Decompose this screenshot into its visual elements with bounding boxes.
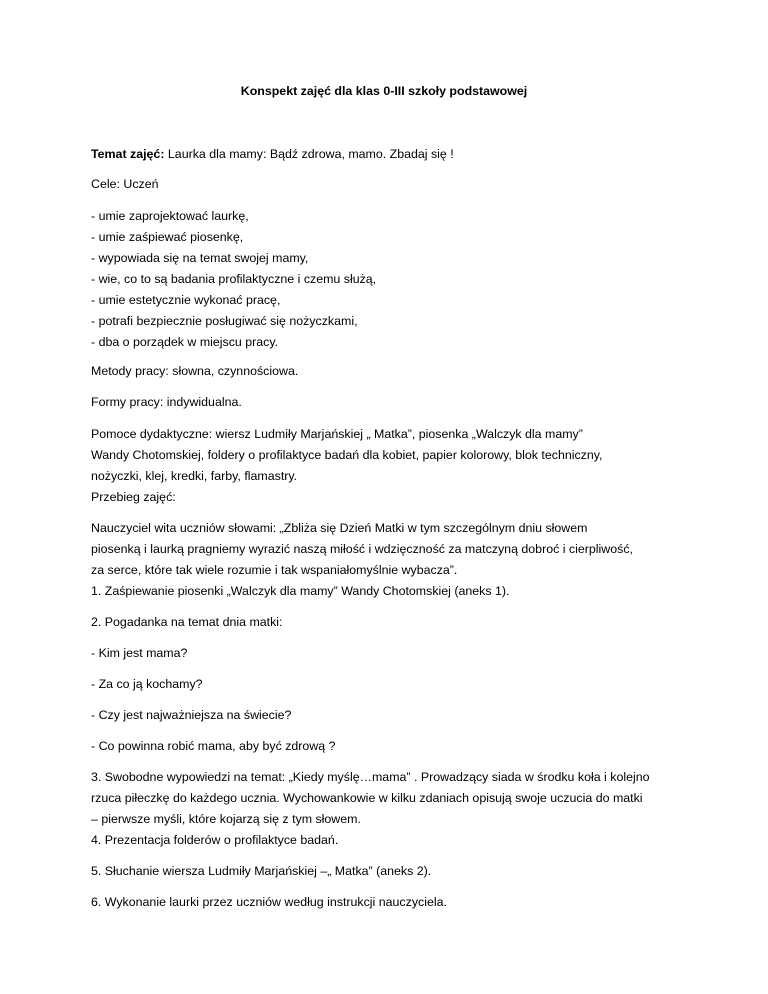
question-item: - Co powinna robić mama, aby być zdrową ? (91, 739, 336, 753)
topic-text: Laurka dla mamy: Bądź zdrowa, mamo. Zbadaj się ! (164, 147, 454, 161)
forms-line: Formy pracy: indywidualna. (91, 395, 242, 409)
question-item: - Kim jest mama? (91, 646, 188, 660)
course-heading: Przebieg zajęć: (91, 490, 176, 504)
greeting-line: piosenką i laurką pragniemy wyrazić naszą miłość i wdzięczność za matczyną dobroć i cierpliwość, (91, 542, 633, 556)
step-1: 1. Zaśpiewanie piosenki „Walczyk dla mamy” Wandy Chotomskiej (aneks 1). (91, 584, 510, 598)
step-4: 4. Prezentacja folderów o profilaktyce badań. (91, 833, 339, 847)
goal-item: - dba o porządek w miejscu pracy. (91, 335, 279, 349)
step-3 (91, 767, 691, 830)
step-2: 2. Pogadanka na temat dnia matki: (91, 615, 283, 629)
topic-line (91, 144, 691, 165)
goal-item: - potrafi bezpiecznie posługiwać się nożyczkami, (91, 314, 358, 328)
goal-item: - umie estetycznie wykonać pracę, (91, 293, 281, 307)
question-item: - Za co ją kochamy? (91, 677, 203, 691)
goal-item: - wypowiada się na temat swojej mamy, (91, 251, 309, 265)
goal-item: - umie zaprojektować laurkę, (91, 209, 249, 223)
methods-line: Metody pracy: słowna, czynnościowa. (91, 364, 299, 378)
goals-list (91, 206, 691, 353)
step-3-line: 3. Swobodne wypowiedzi na temat: „Kiedy myślę…mama” . Prowadzący siada w środku koła i kolejno (91, 770, 650, 784)
step-6: 6. Wykonanie laurki przez uczniów według instrukcji nauczyciela. (91, 895, 447, 909)
topic-label: Temat zajęć: (91, 147, 165, 161)
aids-line: nożyczki, klej, kredki, farby, flamastry. (91, 469, 298, 483)
step-3-line: – pierwsze myśli, które kojarzą się z tym słowem. (91, 812, 361, 826)
goal-item: - umie zaśpiewać piosenkę, (91, 230, 244, 244)
goal-item: - wie, co to są badania profilaktyczne i czemu służą, (91, 272, 377, 286)
document-title: Konspekt zajęć dla klas 0-III szkoły podstawowej (240, 84, 528, 98)
greeting-paragraph (91, 518, 691, 581)
greeting-line: Nauczyciel wita uczniów słowami: „Zbliża się Dzień Matki w tym szczególnym dniu słowem (91, 521, 588, 535)
step-5: 5. Słuchanie wiersza Ludmiły Marjańskiej –„ Matka” (aneks 2). (91, 864, 432, 878)
step-3-line: rzuca piłeczkę do każdego ucznia. Wychowankowie w kilku zdaniach opisują swoje uczucia do matki (91, 791, 643, 805)
aids-line: Wandy Chotomskiej, foldery o profilaktyce badań dla kobiet, papier kolorowy, blok techniczny, (91, 448, 603, 462)
greeting-line: za serce, które tak wiele rozumie i tak wspaniałomyślnie wybacza”. (91, 563, 458, 577)
aids-paragraph (91, 424, 691, 487)
question-item: - Czy jest najważniejsza na świecie? (91, 708, 292, 722)
goals-heading: Cele: Uczeń (91, 177, 159, 191)
aids-line: Pomoce dydaktyczne: wiersz Ludmiły Marjańskiej „ Matka”, piosenka „Walczyk dla mamy” (91, 427, 583, 441)
